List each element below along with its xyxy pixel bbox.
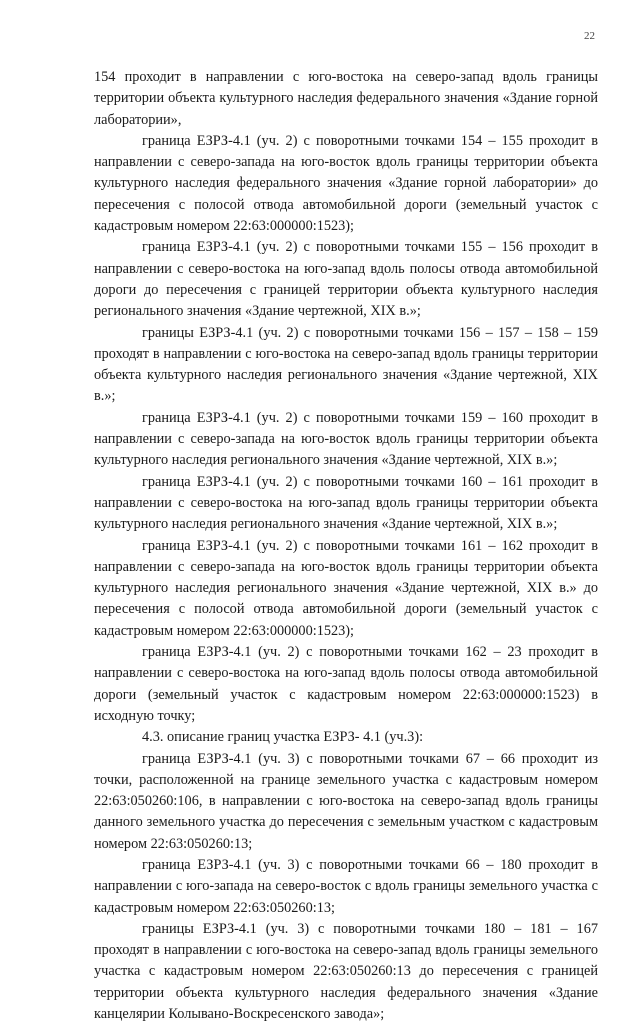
paragraph: граница ЕЗРЗ-4.1 (уч. 2) с поворотными точками 159 – 160 проходит в направлении с северо-запада на юго-восток вдоль границы территории объекта культурного наследия регионального значения «Здание чертежной, XIX в.»; [94,409,598,469]
page-number: 22 [584,30,595,42]
paragraph: граница ЕЗРЗ-4.1 (уч. 2) с поворотными точками 154 – 155 проходит в направлении с северо-запада на юго-восток вдоль границы территории объекта культурного наследия федерального значения «Здание горной лаборатории» до пересечения с полосой отвода автомобильной дороги (земельный участок с кадастровым номером 22:63:000000:1523); [94,132,598,235]
paragraph: граница ЕЗРЗ-4.1 (уч. 2) с поворотными точками 160 – 161 проходит в направлении с северо-востока на юго-запад вдоль границы территории объекта культурного наследия регионального значения «Здание чертежной, XIX в.»; [94,473,598,533]
paragraph: границы ЕЗРЗ-4.1 (уч. 3) с поворотными точками 180 – 181 – 167 проходят в направлении с юго-востока на северо-запад вдоль границы земельного участка с кадастровым номером 22:63:050260:13 до пересечения с границей территории объекта культурного наследия федерального значения «Здание канцелярии Колывано-Воскресенского завода»; [94,920,598,1023]
paragraph: граница ЕЗРЗ-4.1 (уч. 3) с поворотными точками 66 – 180 проходит в направлении с юго-запада на северо-восток с вдоль границы земельного участка с кадастровым номером 22:63:050260:13; [94,856,598,916]
paragraph: граница ЕЗРЗ-4.1 (уч. 3) с поворотными точками 67 – 66 проходит из точки, расположенной на границе земельного участка с кадастровым номером 22:63:050260:106, в направлении с юго-востока на северо-запад вдоль границы данного земельного участка до пересечения с земельным участком с кадастровым номером 22:63:050260:13; [94,750,598,852]
paragraph: 154 проходит в направлении с юго-востока на северо-запад вдоль границы территории объекта культурного наследия федерального значения «Здание горной лаборатории», [94,69,598,128]
paragraph: граница ЕЗРЗ-4.1 (уч. 2) с поворотными точками 161 – 162 проходит в направлении с северо-запада на юго-восток вдоль границы территории объекта культурного наследия регионального значения «Здание чертежной, XIX в.» до пересечения с полосой отвода автомобильной дороги (земельный участок с кадастровым номером 22:63:000000:1523); [94,537,598,639]
paragraph: граница ЕЗРЗ-4.1 (уч. 2) с поворотными точками 155 – 156 проходит в направлении с северо-востока на юго-запад вдоль полосы отвода автомобильной дороги до пересечения с границей территории объекта культурного наследия регионального значения «Здание чертежной, XIX в.»; [94,239,598,320]
paragraph: 4.3. описание границ участка ЕЗРЗ- 4.1 (уч.3): [142,729,424,746]
paragraph: граница ЕЗРЗ-4.1 (уч. 2) с поворотными точками 162 – 23 проходит в направлении с северо-востока на юго-запад вдоль полосы отвода автомобильной дороги (земельный участок с кадастровым номером 22:63:000000:1523) в исходную точку; [94,644,598,724]
body-text [94,67,598,1025]
paragraph: границы ЕЗРЗ-4.1 (уч. 2) с поворотными точками 156 – 157 – 158 – 159 проходят в направлении с юго-востока на северо-запад вдоль границы территории объекта культурного наследия регионального значения «Здание чертежной, XIX в.»; [94,324,598,405]
